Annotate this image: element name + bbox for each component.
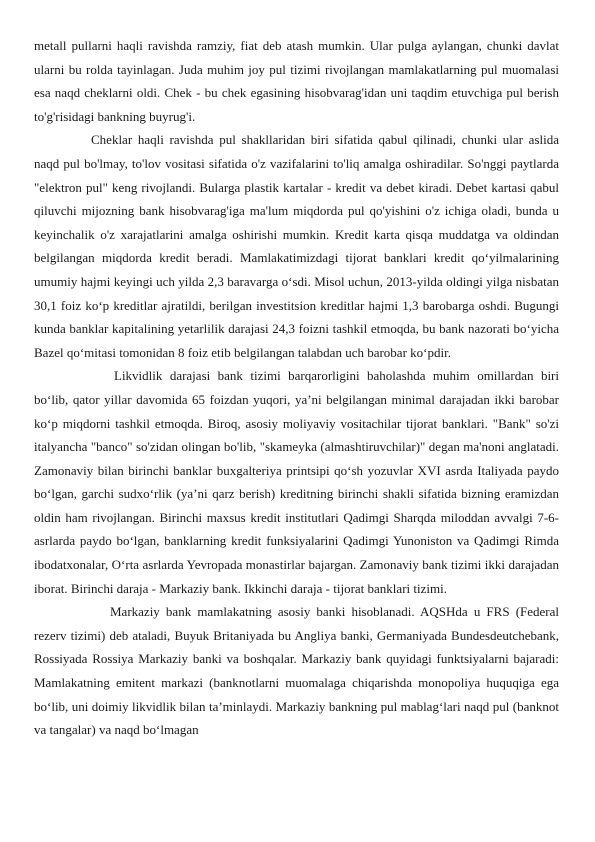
document-page [34, 34, 559, 742]
paragraph-1: metall pullarni haqli ravishda ramziy, fiat deb atash mumkin. Ular pulga aylangan, chunki davlat ularni bu rolda tayinlagan. Juda muhim joy pul tizimi rivojlangan mamlakatlarning pul muomalasi esa naqd cheklarni oldi. Chek - bu chek egasining hisobvarag'idan uni taqdim etuvchiga pul berish to'g'risidagi bankning buyrug'i. [34, 38, 559, 124]
paragraph-3: Likvidlik darajasi bank tizimi barqarorligini baholashda muhim omillardan biri bo‘lib, qator yillar davomida 65 foizdan yuqori, ya’ni belgilangan minimal darajadan ikki barobar ko‘p miqdorni tashkil etmoqda. Biroq, asosiy moliyaviy vositachilar tijorat banklari. "Bank" so'zi italyancha "banco" so'zidan olingan bo'lib, "skameyka (almashtiruvchilar)" degan ma'noni anglatadi. Zamonaviy bilan birinchi banklar buxgalteriya printsipi qo‘sh yozuvlar XVI asrda Italiyada paydo bo‘lgan, garchi sudxo‘rlik (ya’ni qarz berish) kreditning birinchi shakli sifatida bizning eramizdan oldin ham rivojlangan. Birinchi maxsus kredit institutlari Qadimgi Sharqda miloddan avvalgi 7-6-asrlarda paydo bo‘lgan, banklarning kredit funksiyalarini Qadimgi Yunoniston va Qadimgi Rimda ibodatxonalar, O‘rta asrlarda Yevropada monastirlar bajargan. Zamonaviy bank tizimi ikki darajadan iborat. Birinchi daraja - Markaziy bank. Ikkinchi daraja - tijorat banklari tizimi. [34, 368, 559, 596]
paragraph-2: Cheklar haqli ravishda pul shakllaridan biri sifatida qabul qilinadi, chunki ular aslida naqd pul bo'lmay, to'lov vositasi sifatida o'z vazifalarini to'liq amalga oshiradilar. So'nggi paytlarda "elektron pul" keng rivojlandi. Bularga plastik kartalar - kredit va debet kiradi. Debet kartasi qabul qiluvchi mijozning bank hisobvarag'iga ma'lum miqdorda pul qo'yishini o'z ichiga oladi, bunda u keyinchalik o'z xarajatlarini amalga oshirishi mumkin. Kredit karta qisqa muddatga va oldindan belgilangan miqdorda kredit beradi. Mamlakatimizdagi tijorat banklari kredit qo‘yilmalarining umumiy hajmi keyingi uch yilda 2,3 baravarga o‘sdi. Misol uchun, 2013-yilda oldingi yilga nisbatan 30,1 foiz ko‘p kreditlar ajratildi, berilgan investitsion kreditlar hajmi 1,3 barobarga oshdi. Bugungi kunda banklar kapitalining yetarlilik darajasi 24,3 foizni tashkil etmoqda, bu bank nazorati bo‘yicha Bazel qo‘mitasi tomonidan 8 foiz etib belgilangan talabdan uch barobar ko‘pdir. [34, 132, 559, 360]
paragraph-4: Markaziy bank mamlakatning asosiy banki hisoblanadi. AQSHda u FRS (Federal rezerv tizimi) deb ataladi, Buyuk Britaniyada bu Angliya banki, Germaniyada Bundesdeutchebank, Rossiyada Rossiya Markaziy banki va boshqalar. Markaziy bank quyidagi funktsiyalarni bajaradi: Mamlakatning emitent markazi (banknotlarni muomalaga chiqarishda monopoliya huquqiga ega bo‘lib, uni doimiy likvidlik bilan ta’minlaydi. Markaziy bankning pul mablag‘lari naqd pul (banknot va tangalar) va naqd bo‘lmagan [34, 604, 559, 738]
